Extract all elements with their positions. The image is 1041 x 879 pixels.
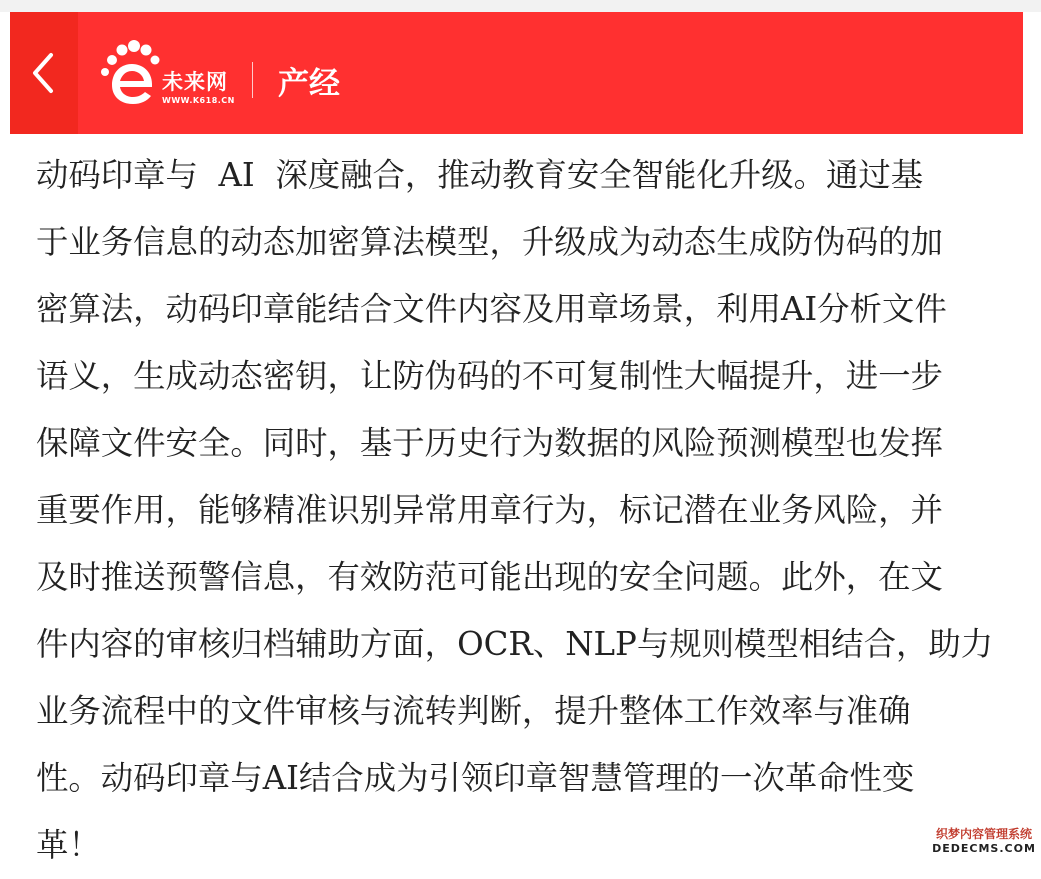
article-line: 密算法，动码印章能结合文件内容及用章场景，利用AI分析文件 [36, 290, 947, 328]
article-line: 革！ [36, 826, 101, 864]
article-line: 于业务信息的动态加密算法模型，升级成为动态生成防伪码的加 [36, 223, 943, 261]
article-line: 重要作用，能够精准识别异常用章行为，标记潜在业务风险，并 [36, 491, 943, 529]
article-line: 业务流程中的文件审核与流转判断，提升整体工作效率与准确 [36, 692, 911, 730]
article-line: 性。动码印章与AI结合成为引领印章智慧管理的一次革命性变 [36, 759, 915, 797]
watermark-bottom: DEDECMS.COM [932, 842, 1036, 855]
watermark-top: 织梦内容管理系统 [935, 827, 1032, 841]
site-logo[interactable] [100, 40, 248, 108]
watermark [928, 826, 1040, 858]
article-line: 保障文件安全。同时，基于历史行为数据的风险预测模型也发挥 [36, 424, 943, 462]
channel-title: 产经 [278, 66, 340, 102]
logo-mark-icon [100, 40, 166, 108]
back-button[interactable] [10, 12, 78, 134]
article-line: 件内容的审核归档辅助方面，OCR、NLP与规则模型相结合，助力 [36, 625, 994, 663]
article-line: 及时推送预警信息，有效防范可能出现的安全问题。此外，在文 [36, 558, 943, 596]
header-divider [252, 62, 253, 98]
top-strip [0, 0, 1041, 12]
chevron-left-icon [29, 51, 59, 95]
logo-text: 未来网 [162, 70, 228, 94]
article-line: 动码印章与 AI 深度融合，推动教育安全智能化升级。通过基 [36, 156, 924, 194]
logo-url: WWW.K618.CN [162, 96, 235, 105]
header-bar [10, 12, 1023, 134]
article-line: 语义，生成动态密钥，让防伪码的不可复制性大幅提升，进一步 [36, 357, 943, 395]
